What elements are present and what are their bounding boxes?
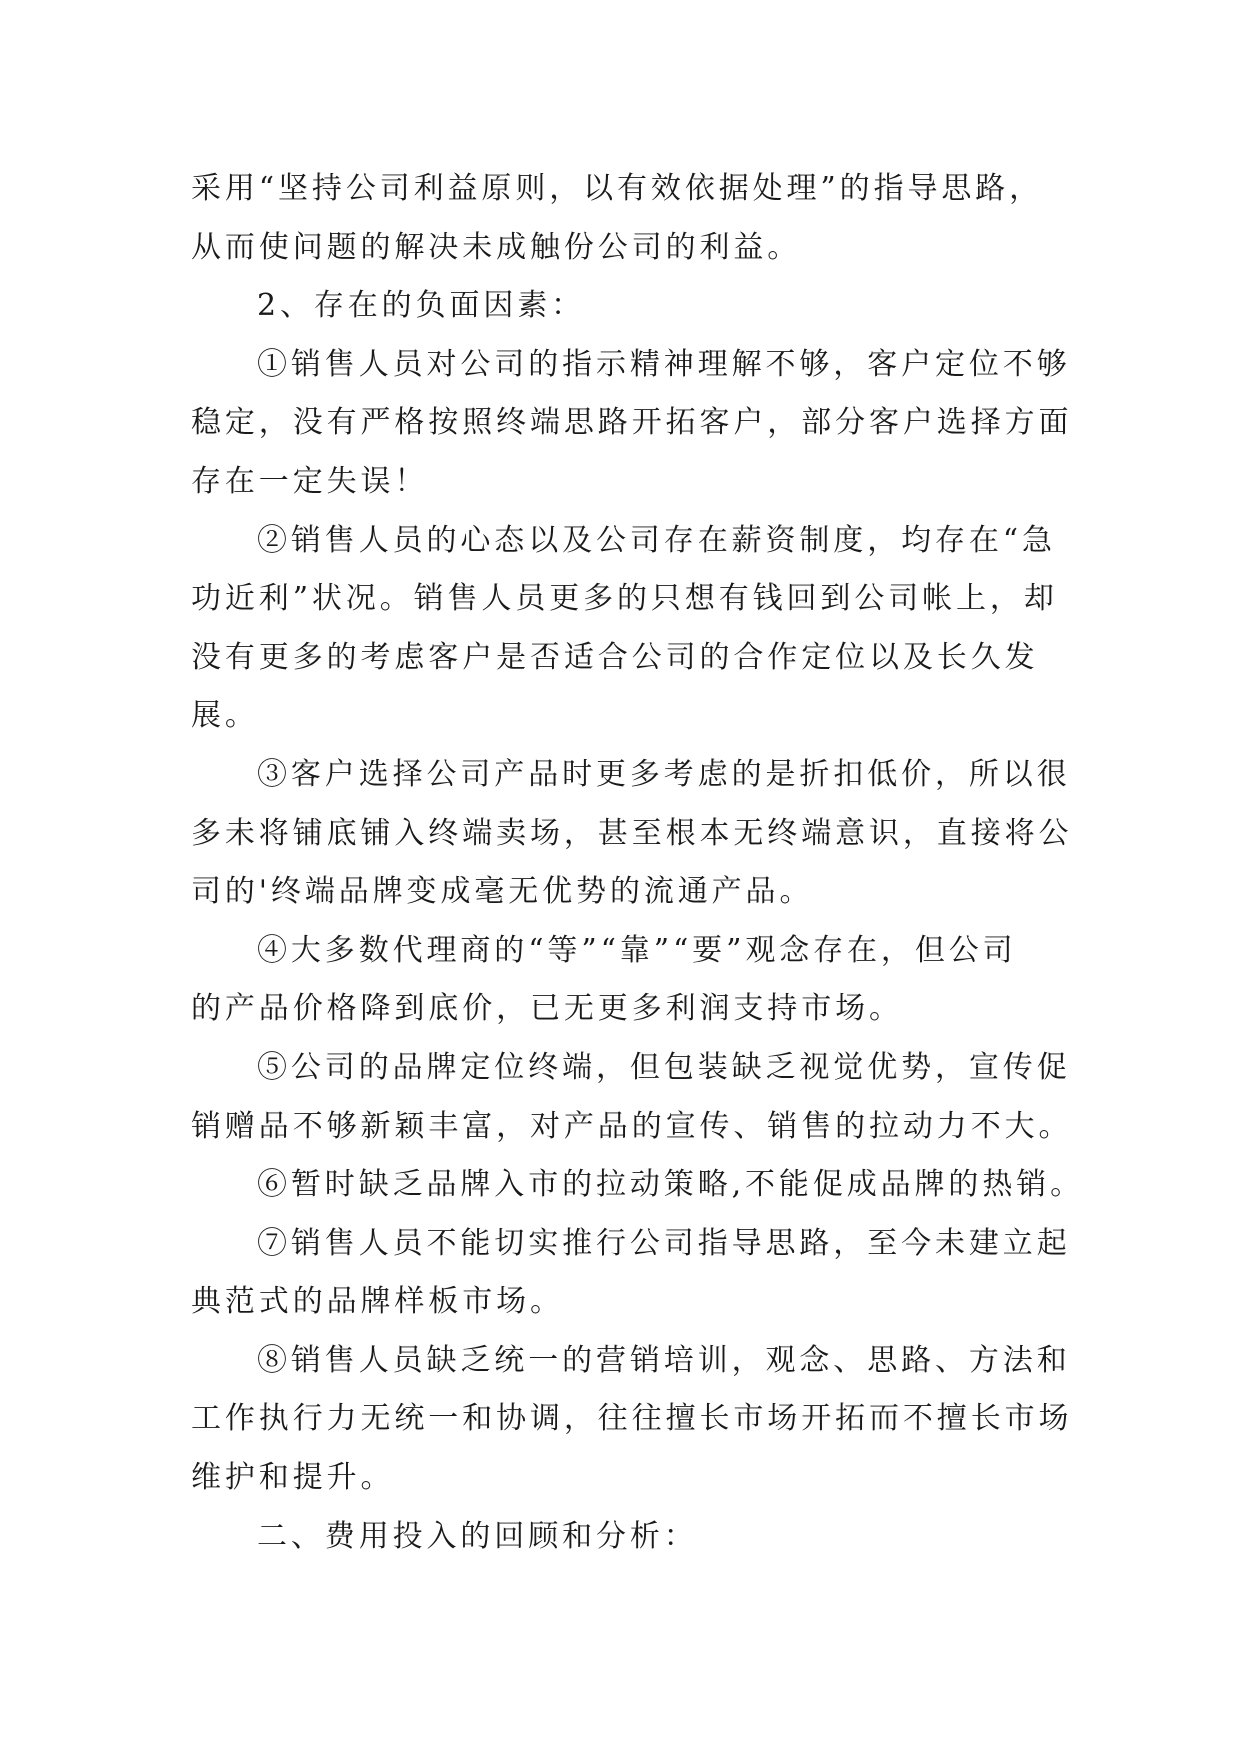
text-line: ③客户选择公司产品时更多考虑的是折扣低价，所以很 — [257, 756, 1071, 792]
text-line: 典范式的品牌样板市场。 — [191, 1284, 564, 1320]
text-line: 没有更多的考虑客户是否适合公司的合作定位以及长久发 — [191, 639, 1039, 675]
text-line: 维护和提升。 — [191, 1460, 395, 1496]
text-line: ⑧销售人员缺乏统一的营销培训，观念、思路、方法和 — [257, 1342, 1071, 1378]
text-line: 的产品价格降到底价，已无更多利润支持市场。 — [191, 991, 903, 1027]
text-line: ①销售人员对公司的指示精神理解不够，客户定位不够 — [257, 346, 1071, 382]
text-line: 从而使问题的解决未成触份公司的利益。 — [191, 229, 802, 265]
text-line: 多未将铺底铺入终端卖场，甚至根本无终端意识，直接将公 — [191, 815, 1073, 851]
text-line: ④大多数代理商的“等”“靠”“要”观念存在，但公司 — [257, 932, 1017, 968]
text-line: ⑦销售人员不能切实推行公司指导思路，至今未建立起 — [257, 1225, 1071, 1261]
text-line: 采用“坚持公司利益原则，以有效依据处理”的指导思路， — [191, 171, 1044, 206]
text-line: ⑥暂时缺乏品牌入市的拉动策略,不能促成品牌的热销。 — [257, 1167, 1085, 1203]
text-line: 稳定，没有严格按照终端思路开拓客户，部分客户选择方面 — [191, 405, 1073, 441]
text-line: 2、存在的负面因素： — [257, 288, 586, 324]
text-line: 工作执行力无统一和协调，往往擅长市场开拓而不擅长市场 — [191, 1401, 1073, 1437]
text-line: 销赠品不够新颖丰富，对产品的宣传、销售的拉动力不大。 — [191, 1108, 1073, 1144]
text-line: 功近利”状况。销售人员更多的只想有钱回到公司帐上，却 — [191, 581, 1058, 617]
text-line: 司的'终端品牌变成毫无优势的流通产品。 — [191, 874, 814, 910]
text-line: 二、费用投入的回顾和分析： — [257, 1518, 698, 1554]
text-line: 存在一定失误！ — [191, 463, 429, 499]
document-body — [191, 160, 1085, 1566]
text-line: 展。 — [191, 698, 259, 734]
text-line: ②销售人员的心态以及公司存在薪资制度，均存在“急 — [257, 522, 1056, 558]
text-line: ⑤公司的品牌定位终端，但包装缺乏视觉优势，宣传促 — [257, 1049, 1071, 1085]
